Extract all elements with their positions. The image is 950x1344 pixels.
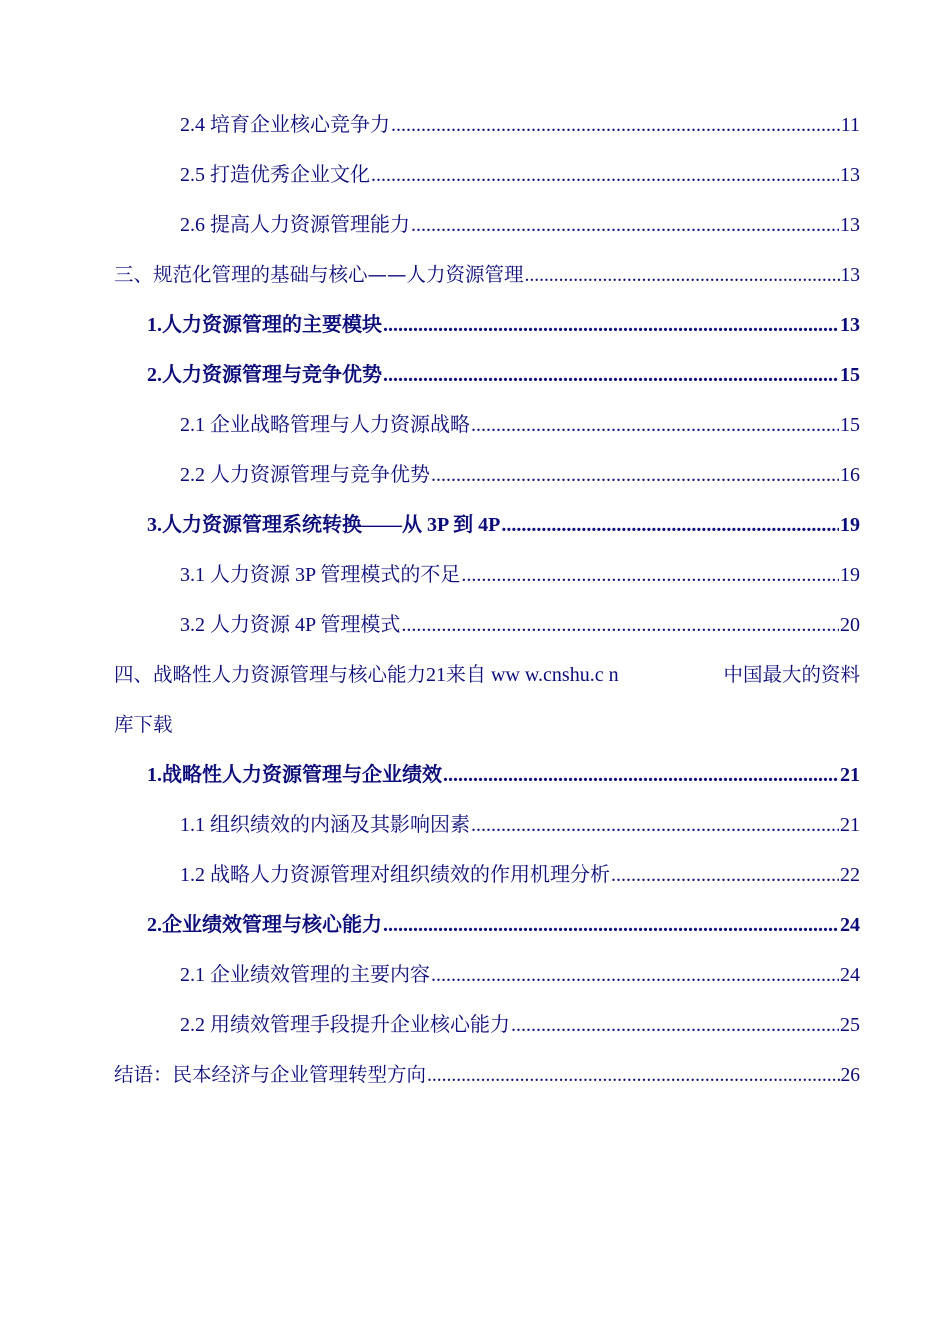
dot-leader (371, 150, 839, 200)
toc-entry[interactable] (0, 400, 860, 450)
toc-entry-title: 3.1 人力资源 3P 管理模式的不足 (180, 564, 461, 586)
dot-leader (391, 100, 840, 150)
toc-entry-title: 1.1 组织绩效的内涵及其影响因素 (180, 814, 470, 836)
toc-entry-title: 结语：民本经济与企业管理转型方向 (114, 1063, 427, 1086)
toc-entry-page: 11 (840, 114, 860, 136)
dot-leader (501, 500, 839, 550)
toc-entry[interactable] (0, 500, 860, 550)
toc-entry-title: 3.2 人力资源 4P 管理模式 (180, 614, 401, 636)
table-of-contents (0, 100, 950, 1100)
toc-entry-page: 20 (840, 614, 860, 636)
toc-entry-page: 19 (840, 514, 860, 536)
toc-entry-page: 26 (840, 1065, 860, 1086)
toc-entry-title: 四、战略性人力资源管理与核心能力 (114, 663, 427, 686)
toc-entry-page: 13 (840, 265, 860, 286)
dot-leader (443, 750, 839, 800)
toc-entry-page: 24 (840, 964, 860, 986)
toc-entry-title: 2.2 人力资源管理与竞争优势 (180, 464, 430, 486)
toc-entry[interactable] (0, 200, 860, 250)
toc-entry-wrapped-head (114, 650, 619, 700)
dot-leader (461, 550, 839, 600)
toc-entry[interactable] (0, 750, 860, 800)
toc-entry-title: 1.战略性人力资源管理与企业绩效 (147, 764, 442, 786)
toc-entry-page: 22 (840, 864, 860, 886)
toc-entry-page: 25 (840, 1014, 860, 1036)
toc-entry-page: 13 (840, 314, 860, 336)
toc-entry-title: 1.2 战略人力资源管理对组织绩效的作用机理分析 (180, 864, 610, 886)
toc-entry[interactable] (0, 1050, 860, 1100)
toc-entry[interactable] (0, 850, 860, 900)
dot-leader (431, 450, 839, 500)
toc-entry-page: 15 (840, 364, 860, 386)
dot-leader (431, 950, 839, 1000)
toc-entry-page: 13 (840, 164, 860, 186)
toc-entry-wrapped[interactable] (0, 650, 860, 750)
toc-entry[interactable] (0, 250, 860, 300)
toc-entry[interactable] (0, 350, 860, 400)
toc-entry-page: 24 (840, 914, 860, 936)
toc-entry-wrapped-line1 (114, 650, 860, 700)
toc-entry-title: 3.人力资源管理系统转换——从 3P 到 4P (147, 514, 501, 536)
toc-entry-wrapped-line2: 库下载 (114, 713, 173, 736)
dot-leader (511, 1000, 839, 1050)
toc-entry-page: 21 (426, 664, 447, 686)
dot-leader (471, 800, 839, 850)
toc-entry[interactable] (0, 600, 860, 650)
source-note: 来自 ww w.cnshu.c n (446, 664, 619, 686)
toc-entries-bottom (0, 750, 950, 1100)
toc-entry-title: 2.5 打造优秀企业文化 (180, 164, 370, 186)
toc-entry-page: 21 (840, 764, 860, 786)
toc-entry-page: 16 (840, 464, 860, 486)
toc-entry[interactable] (0, 300, 860, 350)
toc-entry[interactable] (0, 900, 860, 950)
dot-leader (611, 850, 839, 900)
toc-entry[interactable] (0, 800, 860, 850)
toc-entry-title: 1.人力资源管理的主要模块 (147, 314, 382, 336)
toc-entry-title: 2.1 企业战略管理与人力资源战略 (180, 414, 470, 436)
toc-entry-title: 三、规范化管理的基础与核心——人力资源管理 (114, 263, 524, 286)
toc-entry[interactable] (0, 1000, 860, 1050)
toc-entry-title: 2.4 培育企业核心竞争力 (180, 114, 390, 136)
dot-leader (383, 900, 839, 950)
toc-entry-title: 2.6 提高人力资源管理能力 (180, 214, 410, 236)
toc-entry-title: 2.2 用绩效管理手段提升企业核心能力 (180, 1014, 510, 1036)
dot-leader (383, 300, 839, 350)
toc-entries-top (0, 100, 950, 650)
toc-entry[interactable] (0, 450, 860, 500)
dot-leader (383, 350, 839, 400)
toc-entry[interactable] (0, 150, 860, 200)
toc-entry-page: 21 (840, 814, 860, 836)
toc-entry-title: 2.企业绩效管理与核心能力 (147, 914, 382, 936)
toc-entry[interactable] (0, 950, 860, 1000)
toc-entry-title: 2.1 企业绩效管理的主要内容 (180, 964, 430, 986)
dot-leader (411, 200, 839, 250)
toc-entry-wrapped-tail: 中国最大的资料 (723, 663, 860, 686)
dot-leader (471, 400, 839, 450)
toc-entry-page: 13 (840, 214, 860, 236)
toc-entry-page: 15 (840, 414, 860, 436)
toc-entry-title: 2.人力资源管理与竞争优势 (147, 364, 382, 386)
dot-leader (525, 251, 840, 301)
dot-leader (401, 600, 839, 650)
toc-entry[interactable] (0, 100, 860, 150)
dot-leader (427, 1051, 839, 1101)
toc-entry[interactable] (0, 550, 860, 600)
toc-entry-page: 19 (840, 564, 860, 586)
